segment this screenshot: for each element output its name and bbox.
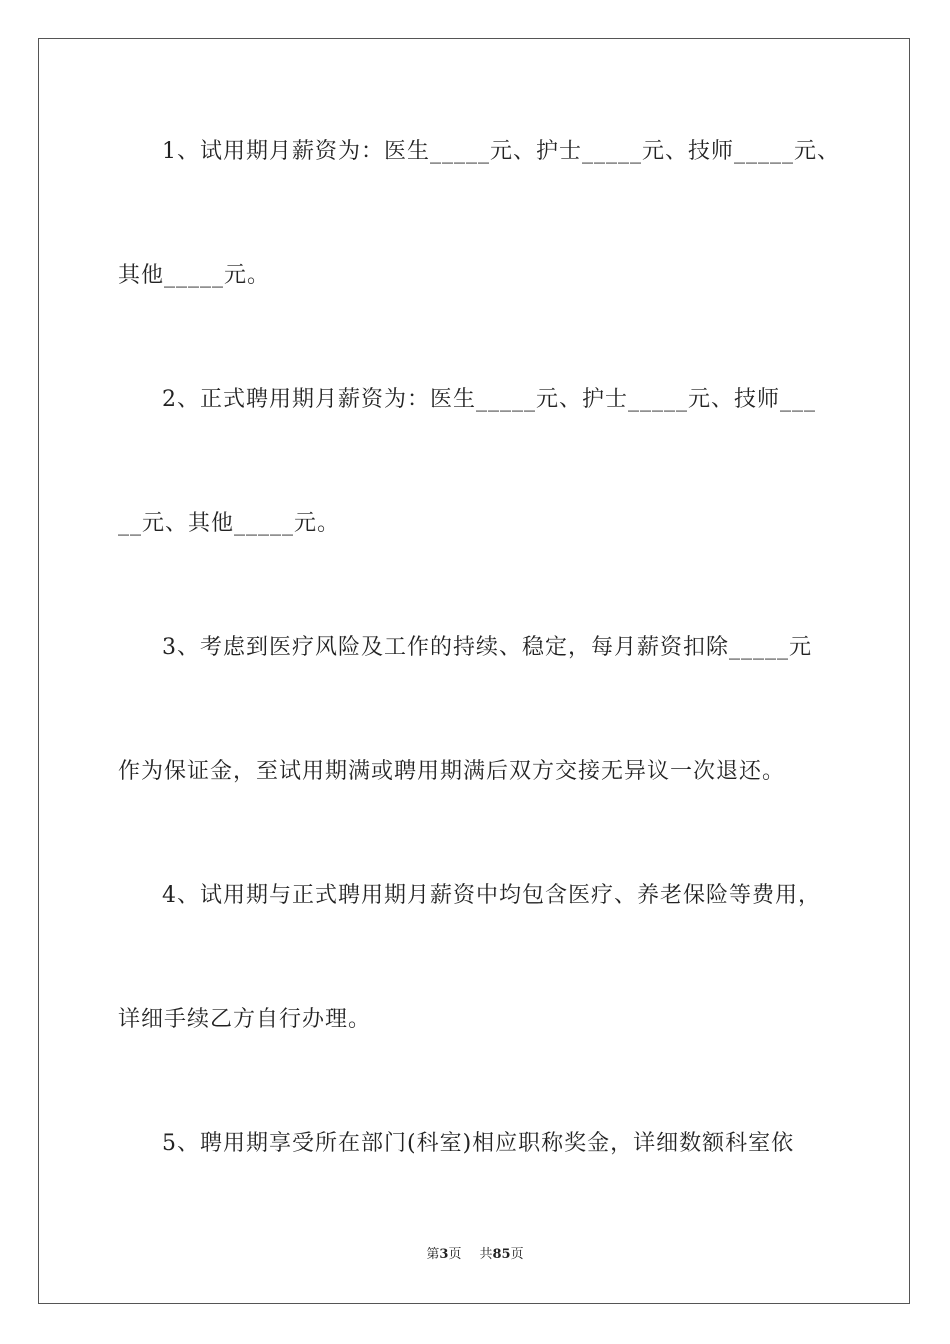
total-prefix: 共 xyxy=(479,1247,493,1262)
paragraph-2-line-1: 2、正式聘用期月薪资为：医生_____元、护士_____元、技师___ xyxy=(162,387,816,412)
total-page-count: 85 xyxy=(492,1247,511,1262)
paragraph-1-line-2: 其他_____元。 xyxy=(118,263,271,288)
paragraph-1-line-1: 1、试用期月薪资为：医生_____元、护士_____元、技师_____元、 xyxy=(162,139,840,164)
paragraph-3-line-2: 作为保证金，至试用期满或聘用期满后双方交接无异议一次退还。 xyxy=(118,759,786,784)
page-prefix: 第 xyxy=(426,1247,440,1262)
paragraph-2-line-2: __元、其他_____元。 xyxy=(118,511,341,536)
paragraph-3-line-1: 3、考虑到医疗风险及工作的持续、稳定，每月薪资扣除_____元 xyxy=(162,635,812,660)
total-suffix: 页 xyxy=(510,1247,524,1262)
page-footer xyxy=(0,1246,950,1264)
paragraph-4-line-2: 详细手续乙方自行办理。 xyxy=(118,1007,372,1032)
current-page-number: 3 xyxy=(439,1247,449,1262)
page-border xyxy=(38,38,910,1304)
paragraph-5-line-1: 5、聘用期享受所在部门(科室)相应职称奖金，详细数额科室依 xyxy=(162,1131,795,1156)
paragraph-4-line-1: 4、试用期与正式聘用期月薪资中均包含医疗、养老保险等费用， xyxy=(162,883,821,908)
page-suffix: 页 xyxy=(448,1247,462,1262)
